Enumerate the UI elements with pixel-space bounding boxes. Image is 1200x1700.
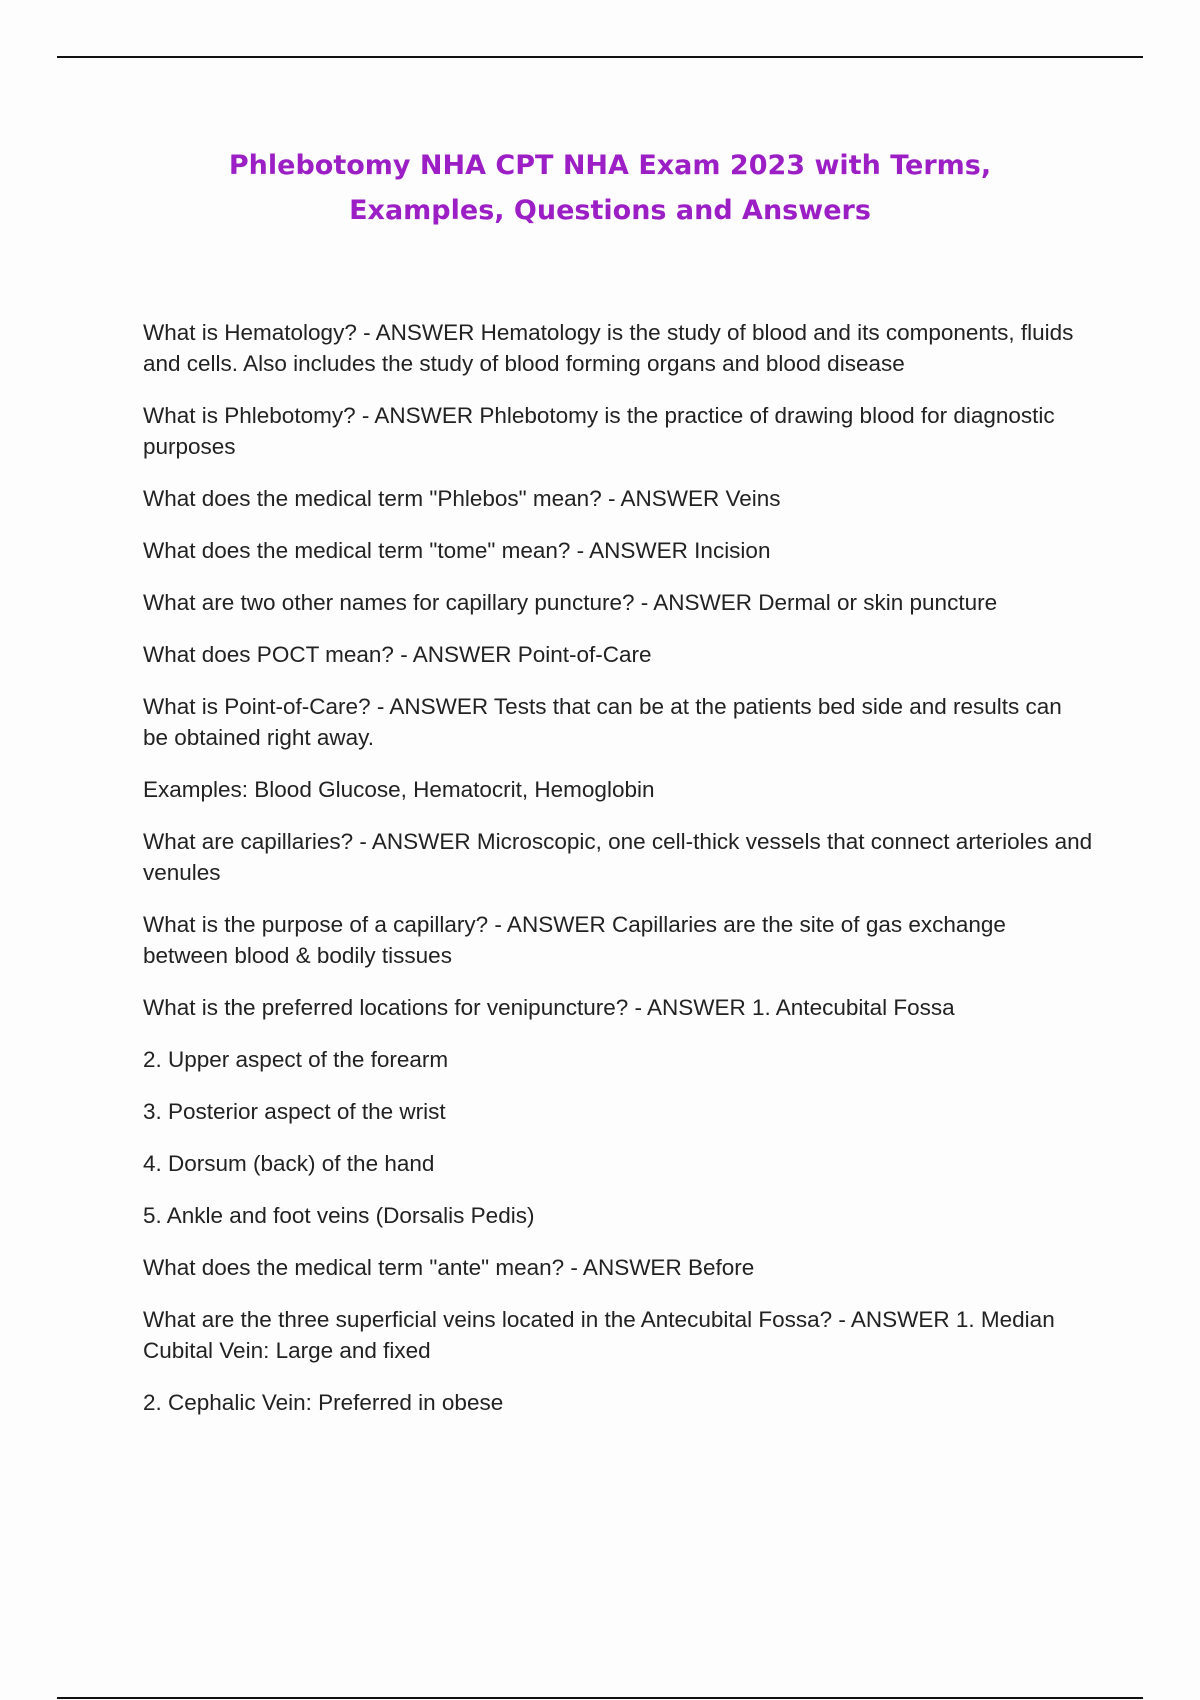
qa-paragraph: What is the purpose of a capillary? - ANSWER Capillaries are the site of gas exchange between blood & bodily tissues: [143, 912, 1006, 968]
qa-paragraph: What does POCT mean? - ANSWER Point-of-Care: [143, 642, 652, 667]
title-line-1: Phlebotomy NHA CPT NHA Exam 2023 with Terms,: [228, 150, 992, 181]
qa-paragraph: What is the preferred locations for venipuncture? - ANSWER 1. Antecubital Fossa: [143, 995, 955, 1020]
qa-paragraph: What is Point-of-Care? - ANSWER Tests that can be at the patients bed side and results can be obtained right away.: [143, 694, 1062, 750]
qa-paragraph: What is Hematology? - ANSWER Hematology is the study of blood and its components, fluids and cells. Also includes the study of blood forming organs and blood disease: [143, 320, 1074, 376]
qa-paragraph: Examples: Blood Glucose, Hematocrit, Hemoglobin: [143, 777, 655, 802]
qa-paragraph: 5. Ankle and foot veins (Dorsalis Pedis): [143, 1203, 535, 1228]
qa-paragraph: What does the medical term "Phlebos" mean? - ANSWER Veins: [143, 486, 781, 511]
qa-paragraph: What are two other names for capillary puncture? - ANSWER Dermal or skin puncture: [143, 590, 998, 615]
header-rule: [57, 56, 1143, 58]
title-line-2: Examples, Questions and Answers: [349, 195, 871, 226]
qa-paragraph: 2. Cephalic Vein: Preferred in obese: [143, 1390, 504, 1415]
footer-rule: [57, 1697, 1143, 1699]
qa-paragraph: What does the medical term "tome" mean? - ANSWER Incision: [143, 538, 771, 563]
qa-paragraph: 3. Posterior aspect of the wrist: [143, 1099, 446, 1124]
qa-paragraph: What is Phlebotomy? - ANSWER Phlebotomy is the practice of drawing blood for diagnostic purposes: [143, 403, 1055, 459]
document-title: [150, 143, 1070, 233]
qa-paragraph: What are capillaries? - ANSWER Microscopic, one cell-thick vessels that connect arterioles and venules: [143, 829, 1093, 885]
qa-paragraph: What does the medical term "ante" mean? - ANSWER Before: [143, 1255, 755, 1280]
qa-paragraph: 2. Upper aspect of the forearm: [143, 1047, 449, 1072]
qa-paragraph: What are the three superficial veins located in the Antecubital Fossa? - ANSWER 1. Median Cubital Vein: Large and fixed: [143, 1307, 1055, 1363]
qa-list: [143, 317, 1093, 1439]
qa-paragraph: 4. Dorsum (back) of the hand: [143, 1151, 435, 1176]
